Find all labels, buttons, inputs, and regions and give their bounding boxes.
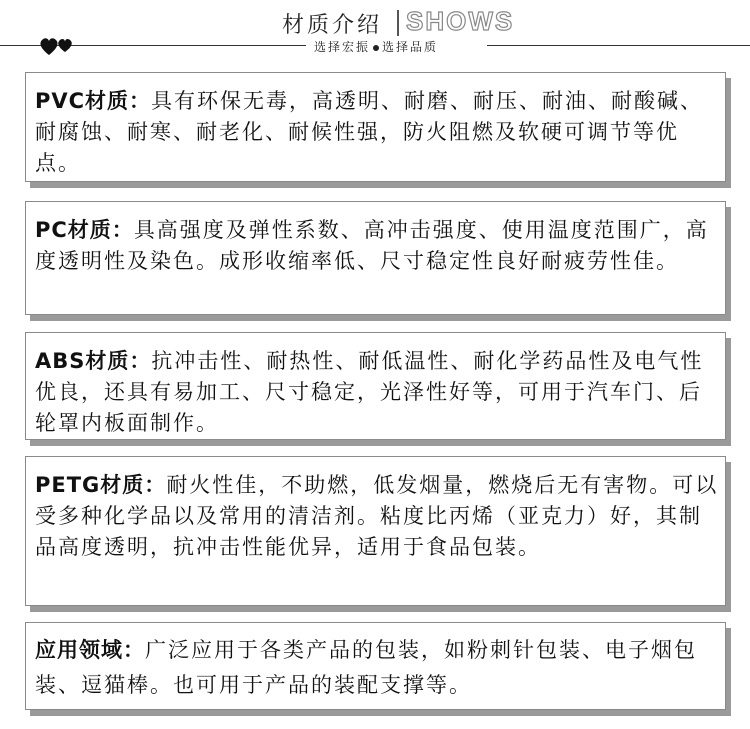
application-description <box>26 623 725 703</box>
application-label: 应用领域： <box>35 638 145 662</box>
pvc-text: 具有环保无毒，高透明、耐磨、耐压、耐油、耐酸碱、耐腐蚀、耐寒、耐老化、耐候性强，防火阻燃及软硬可调节等优点。 <box>35 89 704 175</box>
header-rule-right <box>487 45 750 46</box>
abs-text: 抗冲击性、耐热性、耐低温性、耐化学药品性及电气性优良，还具有易加工、尺寸稳定，光泽性好等，可用于汽车门、后轮罩内板面制作。 <box>35 349 704 435</box>
page-title-english: SHOWS <box>406 6 515 36</box>
header-subtitle <box>314 38 438 55</box>
petg-text: 耐火性佳，不助燃，低发烟量，燃烧后无有害物。可以受多种化学品以及常用的清洁剂。粘度比丙烯（亚克力）好，其制品高度透明，抗冲击性能优异，适用于食品包装。 <box>35 473 719 559</box>
abs-label: ABS材质： <box>35 349 152 373</box>
pc-card <box>25 201 726 315</box>
abs-description <box>26 333 725 439</box>
application-text: 广泛应用于各类产品的包装，如粉刺针包装、电子烟包装、逗猫棒。也可用于产品的装配支撑等。 <box>35 638 697 697</box>
pvc-label: PVC材质： <box>35 89 152 113</box>
subtitle-right: 选择品质 <box>382 40 439 54</box>
title-divider <box>397 10 399 36</box>
petg-label: PETG材质： <box>35 473 167 497</box>
pc-text: 具高强度及弹性系数、高冲击强度、使用温度范围广，高度透明性及染色。成形收缩率低、尺寸稳定性良好耐疲劳性佳。 <box>35 218 709 273</box>
abs-card <box>25 332 726 440</box>
page-header <box>0 0 750 62</box>
hearts-icon <box>38 34 78 58</box>
pc-label: PC材质： <box>35 218 134 242</box>
pvc-card <box>25 72 726 182</box>
pc-description <box>26 202 725 277</box>
subtitle-left: 选择宏振 <box>314 40 371 54</box>
application-card <box>25 622 726 710</box>
petg-description <box>26 457 725 563</box>
page-title: 材质介绍 <box>282 13 383 38</box>
petg-card <box>25 456 726 606</box>
subtitle-dot-icon <box>373 45 379 51</box>
pvc-description <box>26 73 725 179</box>
